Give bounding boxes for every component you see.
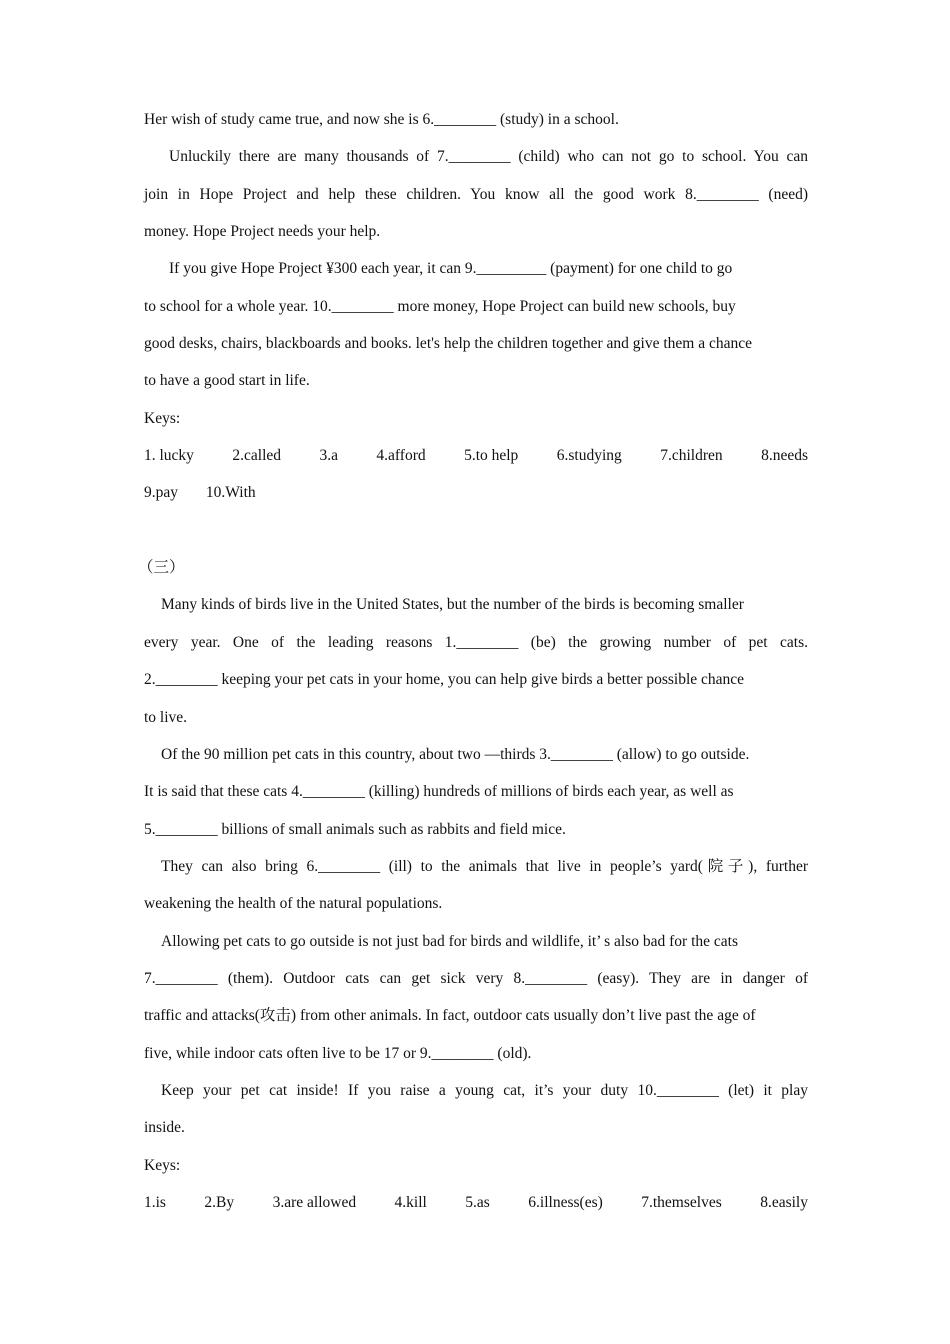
paragraph-line: Her wish of study came true, and now she is 6.________ (study) in a school. [144, 111, 619, 128]
answer-keys-row [144, 474, 808, 511]
paragraph-line: Many kinds of birds live in the United States, but the number of the birds is becoming smaller [161, 596, 744, 614]
answer-key: 7.themselves [641, 1193, 722, 1211]
answer-key: 10.With [205, 484, 256, 502]
section-heading: （三） [138, 559, 185, 577]
answer-key: 4.afford [376, 447, 426, 465]
paragraph-line: If you give Hope Project ¥300 each year, it can 9._________ (payment) for one child to go [169, 260, 733, 278]
answer-key: 5.to help [464, 447, 519, 465]
answer-key: 1. lucky [144, 447, 194, 465]
answer-key: 2.By [204, 1193, 235, 1211]
answer-key: 7.children [660, 447, 723, 465]
answer-key: 6.studying [556, 447, 622, 465]
answer-key: 4.kill [394, 1193, 427, 1211]
paragraph-line: five, while indoor cats often live to be 17 or 9.________ (old). [144, 1044, 532, 1062]
paragraph-line: weakening the health of the natural populations. [144, 895, 443, 913]
answer-keys-row [144, 1184, 808, 1221]
answer-key: 1.is [144, 1193, 166, 1211]
answer-key: 6.illness(es) [528, 1193, 603, 1211]
paragraph-line: join in Hope Project and help these children. You know all the good work 8.________ (need) [144, 185, 808, 203]
paragraph-line: 2.________ keeping your pet cats in your home, you can help give birds a better possible chance [144, 671, 745, 689]
paragraph-line: to live. [144, 708, 188, 726]
answer-key: 8.needs [761, 447, 808, 465]
document-page [138, 101, 808, 1221]
paragraph-line: It is said that these cats 4.________ (killing) hundreds of millions of birds each year, as well as [144, 783, 734, 801]
answer-key: 9.pay [144, 484, 179, 502]
paragraph-line: 7.________ (them). Outdoor cats can get sick very 8.________ (easy). They are in danger of [144, 969, 808, 987]
answer-key: 8.easily [760, 1193, 808, 1211]
paragraph-line: to school for a whole year. 10.________ more money, Hope Project can build new schools, buy [144, 297, 736, 315]
paragraph-line: money. Hope Project needs your help. [144, 223, 381, 241]
paragraph-line: inside. [144, 1119, 185, 1137]
paragraph-line: every year. One of the leading reasons 1.________ (be) the growing number of pet cats. [144, 633, 808, 651]
paragraph-line: good desks, chairs, blackboards and books. let's help the children together and give them a chance [144, 335, 752, 353]
paragraph-line: 5.________ billions of small animals such as rabbits and field mice. [144, 820, 566, 838]
spacer [144, 512, 808, 549]
keys-label: Keys: [144, 409, 181, 427]
answer-key: 5.as [465, 1193, 490, 1211]
answer-key: 3.are allowed [272, 1193, 357, 1211]
answer-key: 2.called [232, 447, 282, 465]
paragraph-line: Of the 90 million pet cats in this country, about two —thirds 3.________ (allow) to go outside. [161, 745, 750, 763]
paragraph-line: Keep your pet cat inside! If you raise a young cat, it’s your duty 10.________ (let) it play [161, 1081, 808, 1099]
paragraph-line: Unluckily there are many thousands of 7.________ (child) who can not go to school. You can [169, 148, 808, 166]
paragraph-line: traffic and attacks(攻击) from other animals. In fact, outdoor cats usually don’t live past the age of [144, 1007, 756, 1025]
answer-keys-row [144, 437, 808, 474]
keys-label: Keys: [144, 1156, 181, 1174]
paragraph-line: Allowing pet cats to go outside is not just bad for birds and wildlife, it’ s also bad for the cats [161, 932, 738, 950]
answer-key: 3.a [319, 447, 338, 465]
paragraph-line: They can also bring 6.________ (ill) to the animals that live in people’s yard(院子), further [161, 857, 808, 875]
paragraph-line: to have a good start in life. [144, 372, 310, 390]
